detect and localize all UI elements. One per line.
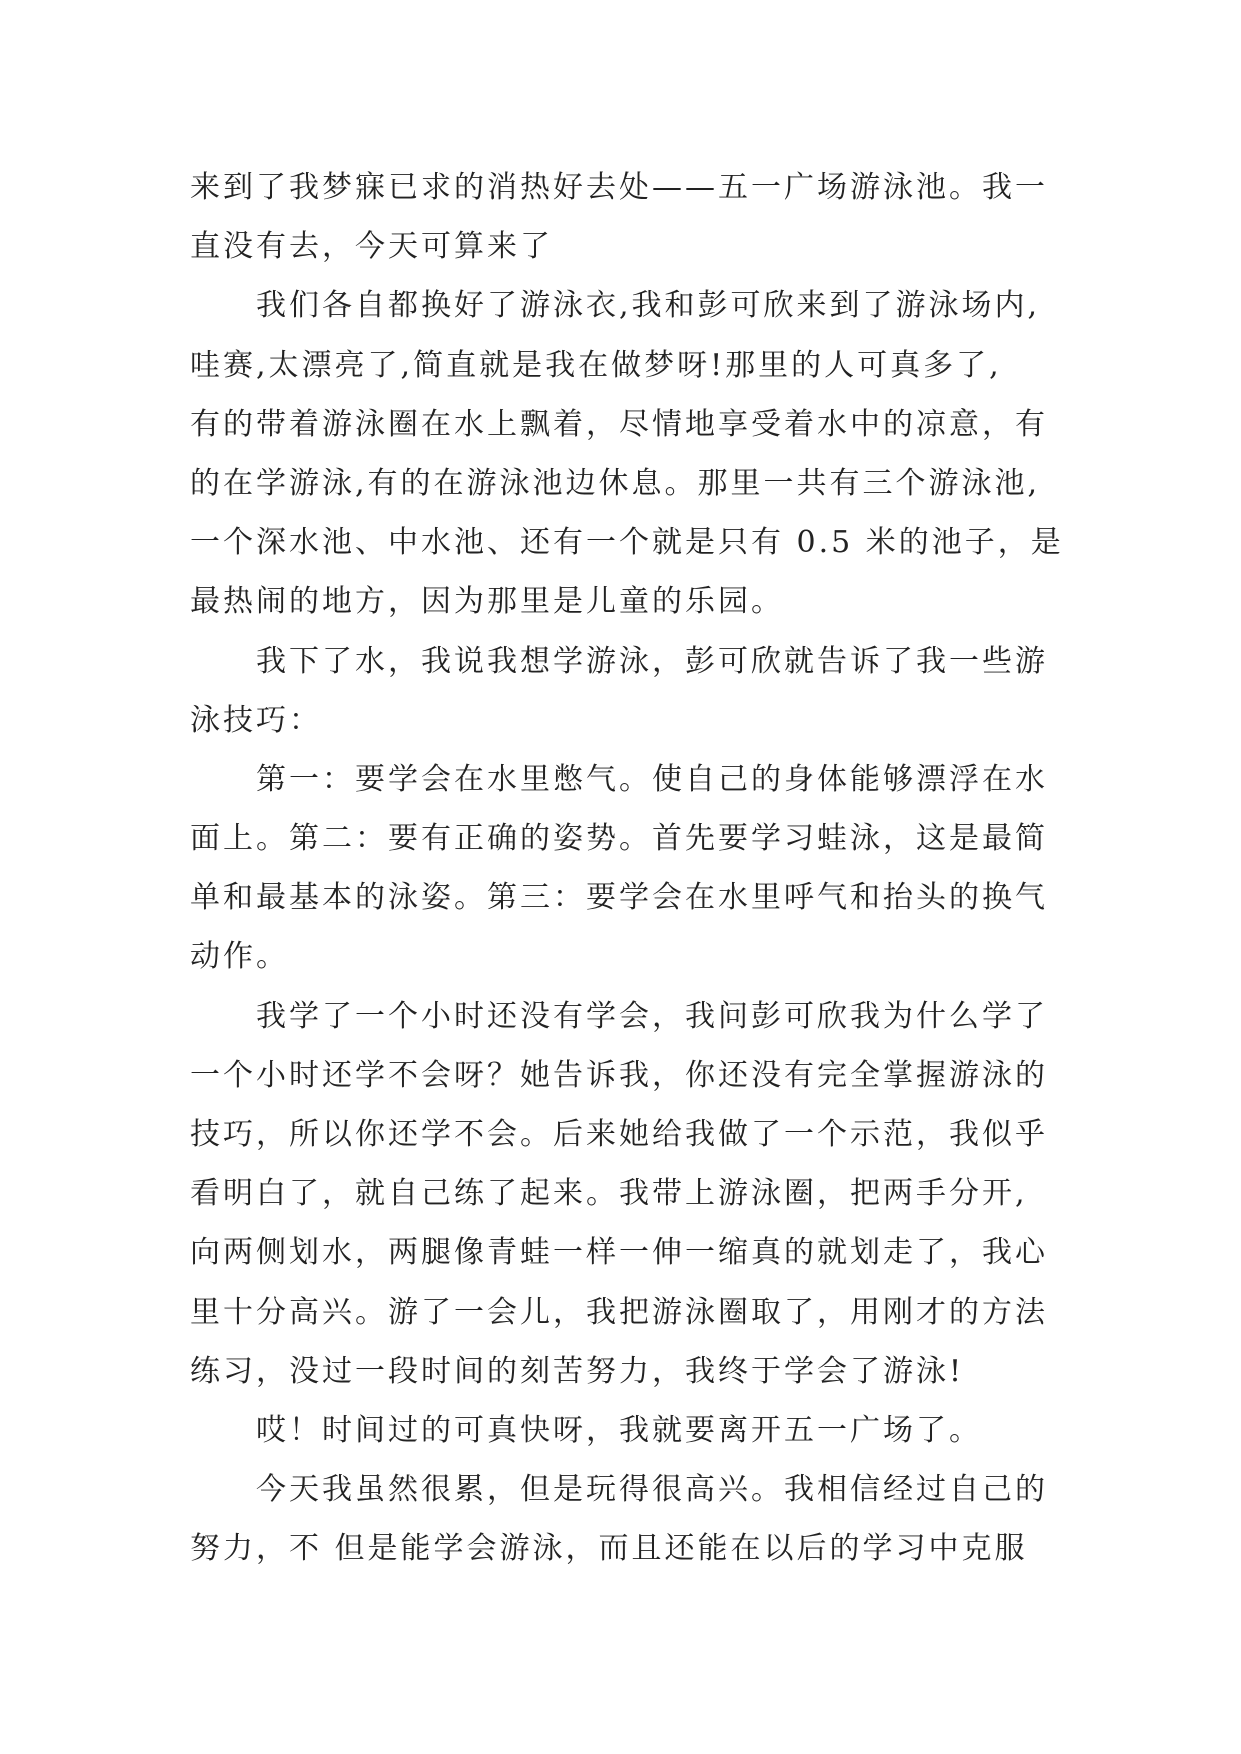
text-line: 直没有去，今天可算来了 [190, 229, 553, 265]
text-line: 的在学游泳,有的在游泳池边休息。那里一共有三个游泳池, [190, 465, 1041, 501]
text-line: 面上。第二：要有正确的姿势。首先要学习蛙泳，这是最简 [190, 821, 1048, 857]
essay-body [190, 158, 1070, 1579]
text-line: 努力，不 但是能学会游泳，而且还能在以后的学习中克服 [190, 1531, 1028, 1567]
text-line: 我们各自都换好了游泳衣,我和彭可欣来到了游泳场内, [256, 288, 1041, 324]
text-line: 技巧，所以你还学不会。后来她给我做了一个示范，我似乎 [190, 1117, 1048, 1152]
text-line: 单和最基本的泳姿。第三：要学会在水里呼气和抬头的换气 [190, 880, 1048, 916]
text-line: 来到了我梦寐已求的消热好去处——五一广场游泳池。我一 [190, 170, 1048, 205]
text-line: 我学了一个小时还没有学会，我问彭可欣我为什么学了 [256, 998, 1048, 1034]
text-line: 有的带着游泳圈在水上飘着，尽情地享受着水中的凉意，有 [190, 406, 1048, 442]
text-line: 向两侧划水，两腿像青蛙一样一伸一缩真的就划走了，我心 [190, 1235, 1048, 1271]
text-line: 泳技巧： [190, 702, 322, 738]
text-line: 最热闹的地方，因为那里是儿童的乐园。 [190, 584, 784, 620]
text-line: 第一：要学会在水里憋气。使自己的身体能够漂浮在水 [256, 761, 1048, 797]
text-line: 哎！时间过的可真快呀，我就要离开五一广场了。 [256, 1412, 982, 1448]
text-line: 今天我虽然很累，但是玩得很高兴。我相信经过自己的 [256, 1472, 1048, 1508]
text-line: 一个小时还学不会呀？她告诉我，你还没有完全掌握游泳的 [190, 1057, 1048, 1093]
text-line: 里十分高兴。游了一会儿，我把游泳圈取了，用刚才的方法 [190, 1294, 1048, 1330]
text-line: 看明白了，就自己练了起来。我带上游泳圈，把两手分开, [190, 1176, 1028, 1212]
text-line: 一个深水池、中水池、还有一个就是只有 0.5 米的池子，是 [190, 525, 1064, 561]
text-line: 动作。 [190, 939, 289, 975]
text-line: 哇赛,太漂亮了,简直就是我在做梦呀!那里的人可真多了, [190, 347, 1002, 383]
text-line: 练习，没过一段时间的刻苦努力，我终于学会了游泳! [190, 1353, 965, 1389]
text-line: 我下了水，我说我想学游泳，彭可欣就告诉了我一些游 [256, 643, 1048, 679]
